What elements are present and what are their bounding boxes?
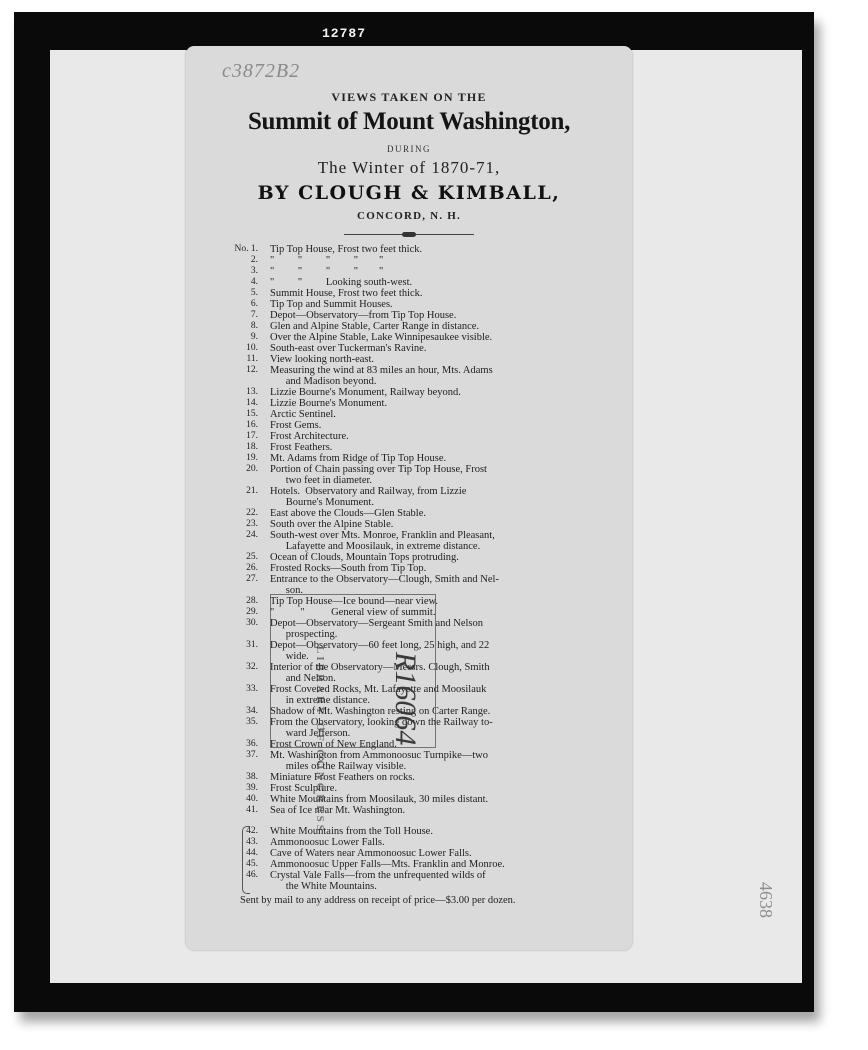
list-item xyxy=(226,552,586,563)
list-item xyxy=(226,783,586,794)
item-text: ward Jefferson. xyxy=(270,728,351,739)
item-text: Mt. Washington from Ammonoosuc Turnpike—two xyxy=(270,750,489,761)
item-text: Miniature Frost Feathers on rocks. xyxy=(270,772,415,783)
item-text: Tip Top House—Ice bound—near view. xyxy=(270,596,439,607)
item-text: Lizzie Bourne's Monument. xyxy=(270,398,388,409)
negative-number: 12787 xyxy=(322,26,367,41)
item-text: Cave of Waters near Ammonoosuc Lower Falls. xyxy=(270,848,472,859)
list-item xyxy=(226,870,586,881)
item-text: White Mountains from Moosilauk, 30 miles distant. xyxy=(270,794,489,805)
item-text: South-east over Tuckerman's Ravine. xyxy=(270,343,427,354)
item-text: Frost Feathers. xyxy=(270,442,333,453)
item-text: in extreme distance. xyxy=(270,695,371,706)
item-text: Frost Covered Rocks, Mt. Lafayette and Moosilauk xyxy=(270,684,487,695)
footer-note: Sent by mail to any address on receipt of price—$3.00 per dozen. xyxy=(240,895,516,906)
item-number: 16. xyxy=(246,420,258,430)
header-line-4: The Winter of 1870-71, xyxy=(317,158,501,177)
list-item xyxy=(226,881,586,892)
item-number: 44. xyxy=(246,848,258,858)
item-text: " " Looking south-west. xyxy=(270,277,413,288)
list-item xyxy=(226,464,586,475)
corner-number: 4638 xyxy=(756,882,776,918)
item-text: Depot—Observatory—Sergeant Smith and Nelson xyxy=(270,618,483,629)
item-text: Sea of Ice near Mt. Washington. xyxy=(270,805,406,816)
item-text: Ammonoosuc Lower Falls. xyxy=(270,837,385,848)
item-number: 30. xyxy=(246,618,258,628)
list-item xyxy=(226,519,586,530)
list-item xyxy=(226,277,586,288)
item-text: Measuring the wind at 83 miles an hour, Mts. Adams xyxy=(270,365,493,376)
item-number: 46. xyxy=(246,870,258,880)
item-text: From the Observatory, looking down the Railway to- xyxy=(270,717,493,728)
item-number: 43. xyxy=(246,837,258,847)
item-number: 8. xyxy=(250,321,258,331)
list-item xyxy=(226,288,586,299)
item-text: View looking north-east. xyxy=(270,354,375,365)
item-text: East above the Clouds—Glen Stable. xyxy=(270,508,427,519)
item-number: 26. xyxy=(246,563,258,573)
item-number: 7. xyxy=(250,310,258,320)
list-item xyxy=(226,387,586,398)
list-item xyxy=(226,475,586,486)
list-item xyxy=(226,365,586,376)
item-number: 13. xyxy=(246,387,258,397)
item-text: Glen and Alpine Stable, Carter Range in distance. xyxy=(270,321,480,332)
item-text: miles of the Railway visible. xyxy=(270,761,407,772)
item-number: 31. xyxy=(246,640,258,650)
item-text: Mt. Adams from Ridge of Tip Top House. xyxy=(270,453,447,464)
list-item xyxy=(226,563,586,574)
item-text: Depot—Observatory—60 feet long, 25 high, and 22 xyxy=(270,640,490,651)
item-number: 5. xyxy=(250,288,258,298)
item-number: 39. xyxy=(246,783,258,793)
item-number: 9. xyxy=(250,332,258,342)
item-text: Portion of Chain passing over Tip Top House, Frost xyxy=(270,464,487,475)
item-number: 36. xyxy=(246,739,258,749)
item-number: 14. xyxy=(246,398,258,408)
item-number: 41. xyxy=(246,805,258,815)
header-line-3: DURING xyxy=(387,144,431,154)
library-stamp-text: LIBRARY OF CONGRESS xyxy=(314,646,326,834)
item-text: Lafayette and Moosilauk, in extreme distance. xyxy=(270,541,481,552)
item-text: " " General view of summit. xyxy=(270,607,436,618)
item-text: White Mountains from the Toll House. xyxy=(270,826,433,837)
item-text: Depot—Observatory—from Tip Top House. xyxy=(270,310,457,321)
item-number: 38. xyxy=(246,772,258,782)
item-number: 28. xyxy=(246,596,258,606)
catalog-mark: c3872B2 xyxy=(222,60,301,82)
item-number: 33. xyxy=(246,684,258,694)
item-text: Arctic Sentinel. xyxy=(270,409,336,420)
item-text: prospecting. xyxy=(270,629,338,640)
item-text: Ammonoosuc Upper Falls—Mts. Franklin and Monroe. xyxy=(270,859,505,870)
catalog-card xyxy=(186,46,776,950)
list-item xyxy=(226,310,586,321)
list-item xyxy=(226,420,586,431)
item-text: and Nelson. xyxy=(270,673,336,684)
item-text: Summit House, Frost two feet thick. xyxy=(270,288,423,299)
item-number: 11. xyxy=(246,354,258,364)
item-number: 23. xyxy=(246,519,258,529)
item-number: 20. xyxy=(246,464,258,474)
item-text: son. xyxy=(270,585,303,596)
item-number: 15. xyxy=(246,409,258,419)
item-text: Lizzie Bourne's Monument, Railway beyond. xyxy=(270,387,461,398)
item-text: Frost Architecture. xyxy=(270,431,349,442)
bracketed-items xyxy=(226,826,586,892)
header-title: Summit of Mount Washington, xyxy=(247,108,571,135)
item-number: 19. xyxy=(246,453,258,463)
list-item xyxy=(226,321,586,332)
list-item xyxy=(226,398,586,409)
item-text: South over the Alpine Stable. xyxy=(270,519,394,530)
list-item xyxy=(226,497,586,508)
item-number: 27. xyxy=(246,574,258,584)
item-number: 40. xyxy=(246,794,258,804)
item-text: Interior of the Observatory—Messrs. Clough, Smith xyxy=(270,662,490,673)
item-text: Over the Alpine Stable, Lake Winnipesaukee visible. xyxy=(270,332,493,343)
item-text: Shadow of Mt. Washington resting on Carter Range. xyxy=(270,706,491,717)
item-text: South-west over Mts. Monroe, Franklin and Pleasant, xyxy=(270,530,495,541)
item-number: 12. xyxy=(246,365,258,375)
item-text: Entrance to the Observatory—Clough, Smith and Nel- xyxy=(270,574,499,585)
list-item xyxy=(226,837,586,848)
item-text: Frost Crown of New England. xyxy=(270,739,397,750)
item-number: 34. xyxy=(246,706,258,716)
list-item xyxy=(226,244,586,255)
item-number: 10. xyxy=(246,343,258,353)
list-item xyxy=(226,376,586,387)
list-item xyxy=(226,805,586,816)
handwritten-note: R16064 xyxy=(389,652,422,746)
item-number: 37. xyxy=(246,750,258,760)
item-number: 24. xyxy=(246,530,258,540)
list-item xyxy=(226,332,586,343)
list-item xyxy=(226,794,586,805)
list-item xyxy=(226,486,586,497)
item-text: Frosted Rocks—South from Tip Top. xyxy=(270,563,427,574)
header-location: CONCORD, N. H. xyxy=(357,210,461,222)
item-number: 18. xyxy=(246,442,258,452)
item-number: 4. xyxy=(250,277,258,287)
item-number: 17. xyxy=(246,431,258,441)
item-number: 21. xyxy=(246,486,258,496)
item-text: Tip Top and Summit Houses. xyxy=(270,299,393,310)
views-list xyxy=(226,244,586,892)
list-item xyxy=(226,848,586,859)
item-text: " " " " " xyxy=(270,255,384,266)
header-line-1: VIEWS TAKEN ON THE xyxy=(331,90,487,104)
list-item xyxy=(226,409,586,420)
ornament-rule xyxy=(344,232,474,238)
item-text: Bourne's Monument. xyxy=(270,497,374,508)
list-item xyxy=(226,826,586,837)
item-text: Hotels. Observatory and Railway, from Lizzie xyxy=(270,486,467,497)
list-item xyxy=(226,442,586,453)
item-text: " " " " " xyxy=(270,266,384,277)
item-number: 25. xyxy=(246,552,258,562)
item-number: No. 1. xyxy=(234,244,258,254)
list-item xyxy=(226,266,586,277)
list-item xyxy=(226,354,586,365)
list-item xyxy=(226,431,586,442)
item-number: 2. xyxy=(250,255,258,265)
list-item xyxy=(226,530,586,541)
item-text: Frost Sculpture. xyxy=(270,783,338,794)
item-text: and Madison beyond. xyxy=(270,376,377,387)
item-text: Ocean of Clouds, Mountain Tops protruding. xyxy=(270,552,459,563)
item-text: wide. xyxy=(270,651,309,662)
item-number: 3. xyxy=(250,266,258,276)
item-number: 35. xyxy=(246,717,258,727)
item-number: 45. xyxy=(246,859,258,869)
item-text: Crystal Vale Falls—from the unfrequented wilds of xyxy=(270,870,486,881)
item-number: 42. xyxy=(246,826,258,836)
list-item xyxy=(226,508,586,519)
list-item xyxy=(226,574,586,585)
item-number: 22. xyxy=(246,508,258,518)
list-item xyxy=(226,859,586,870)
item-number: 29. xyxy=(246,607,258,617)
list-item xyxy=(226,541,586,552)
list-item xyxy=(226,453,586,464)
item-text: two feet in diameter. xyxy=(270,475,373,486)
item-text: the White Mountains. xyxy=(270,881,377,892)
item-text: Tip Top House, Frost two feet thick. xyxy=(270,244,423,255)
item-text: Frost Gems. xyxy=(270,420,322,431)
list-item xyxy=(226,343,586,354)
item-number: 6. xyxy=(250,299,258,309)
list-item xyxy=(226,255,586,266)
item-number: 32. xyxy=(246,662,258,672)
list-item xyxy=(226,299,586,310)
header-publisher: BY CLOUGH & KIMBALL, xyxy=(257,182,561,204)
